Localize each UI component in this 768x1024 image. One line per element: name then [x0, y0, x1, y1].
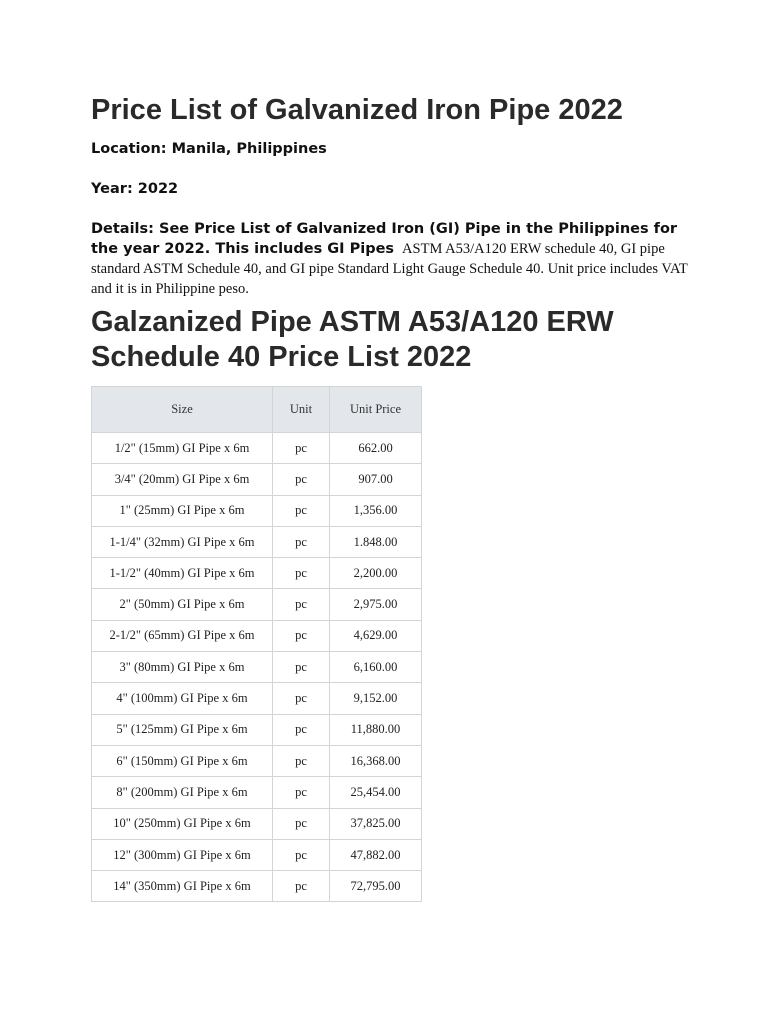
cell-unit: pc	[273, 589, 330, 620]
table-row	[92, 620, 422, 651]
cell-unit: pc	[273, 620, 330, 651]
table-row	[92, 589, 422, 620]
cell-price: 37,825.00	[330, 808, 422, 839]
price-table	[91, 386, 422, 902]
cell-size: 6" (150mm) GI Pipe x 6m	[92, 745, 273, 776]
cell-price: 4,629.00	[330, 620, 422, 651]
table-row	[92, 839, 422, 870]
cell-price: 2,200.00	[330, 558, 422, 589]
cell-unit: pc	[273, 464, 330, 495]
cell-unit: pc	[273, 558, 330, 589]
table-row	[92, 808, 422, 839]
cell-unit: pc	[273, 871, 330, 902]
cell-size: 3/4" (20mm) GI Pipe x 6m	[92, 464, 273, 495]
table-row	[92, 526, 422, 557]
section-heading: Galzanized Pipe ASTM A53/A120 ERW Schedule 40 Price List 2022	[91, 306, 614, 373]
cell-size: 2" (50mm) GI Pipe x 6m	[92, 589, 273, 620]
cell-unit: pc	[273, 652, 330, 683]
cell-size: 2-1/2" (65mm) GI Pipe x 6m	[92, 620, 273, 651]
cell-size: 8" (200mm) GI Pipe x 6m	[92, 777, 273, 808]
details-normal-text: ASTM A53/A120 ERW schedule 40, GI pipe standard ASTM Schedule 40, and GI pipe Standard Light Gauge Schedule 40. Unit price includes VAT and it is in Philippine peso.	[91, 241, 688, 297]
table-row	[92, 871, 422, 902]
cell-price: 16,368.00	[330, 745, 422, 776]
cell-size: 5" (125mm) GI Pipe x 6m	[92, 714, 273, 745]
cell-size: 1" (25mm) GI Pipe x 6m	[92, 495, 273, 526]
table-row	[92, 777, 422, 808]
cell-size: 14" (350mm) GI Pipe x 6m	[92, 871, 273, 902]
cell-price: 2,975.00	[330, 589, 422, 620]
cell-size: 3" (80mm) GI Pipe x 6m	[92, 652, 273, 683]
cell-size: 1-1/4" (32mm) GI Pipe x 6m	[92, 526, 273, 557]
cell-size: 1/2" (15mm) GI Pipe x 6m	[92, 433, 273, 464]
cell-price: 1,356.00	[330, 495, 422, 526]
cell-size: 12" (300mm) GI Pipe x 6m	[92, 839, 273, 870]
table-row	[92, 714, 422, 745]
cell-size: 4" (100mm) GI Pipe x 6m	[92, 683, 273, 714]
details-bold-text: Details: See Price List of Galvanized Iron (GI) Pipe in the Philippines for the year 2022. This includes GI Pipes	[91, 221, 678, 257]
cell-price: 11,880.00	[330, 714, 422, 745]
cell-unit: pc	[273, 777, 330, 808]
table-row	[92, 745, 422, 776]
cell-unit: pc	[273, 526, 330, 557]
table-row	[92, 558, 422, 589]
column-header-unit: Unit	[273, 387, 330, 433]
table-row	[92, 495, 422, 526]
cell-price: 1.848.00	[330, 526, 422, 557]
cell-price: 25,454.00	[330, 777, 422, 808]
cell-unit: pc	[273, 495, 330, 526]
table-row	[92, 464, 422, 495]
location-line: Location: Manila, Philippines	[91, 141, 327, 157]
table-row	[92, 683, 422, 714]
cell-price: 907.00	[330, 464, 422, 495]
cell-price: 9,152.00	[330, 683, 422, 714]
column-header-size: Size	[92, 387, 273, 433]
cell-price: 662.00	[330, 433, 422, 464]
cell-unit: pc	[273, 745, 330, 776]
year-line: Year: 2022	[91, 181, 179, 197]
table-row	[92, 433, 422, 464]
details-paragraph	[91, 219, 691, 299]
table-row	[92, 652, 422, 683]
cell-unit: pc	[273, 839, 330, 870]
cell-unit: pc	[273, 808, 330, 839]
cell-price: 47,882.00	[330, 839, 422, 870]
cell-size: 10" (250mm) GI Pipe x 6m	[92, 808, 273, 839]
cell-price: 6,160.00	[330, 652, 422, 683]
table-header-row	[92, 387, 422, 433]
page-title: Price List of Galvanized Iron Pipe 2022	[91, 94, 623, 126]
cell-unit: pc	[273, 433, 330, 464]
column-header-unit-price: Unit Price	[330, 387, 422, 433]
cell-unit: pc	[273, 714, 330, 745]
cell-price: 72,795.00	[330, 871, 422, 902]
cell-unit: pc	[273, 683, 330, 714]
cell-size: 1-1/2" (40mm) GI Pipe x 6m	[92, 558, 273, 589]
